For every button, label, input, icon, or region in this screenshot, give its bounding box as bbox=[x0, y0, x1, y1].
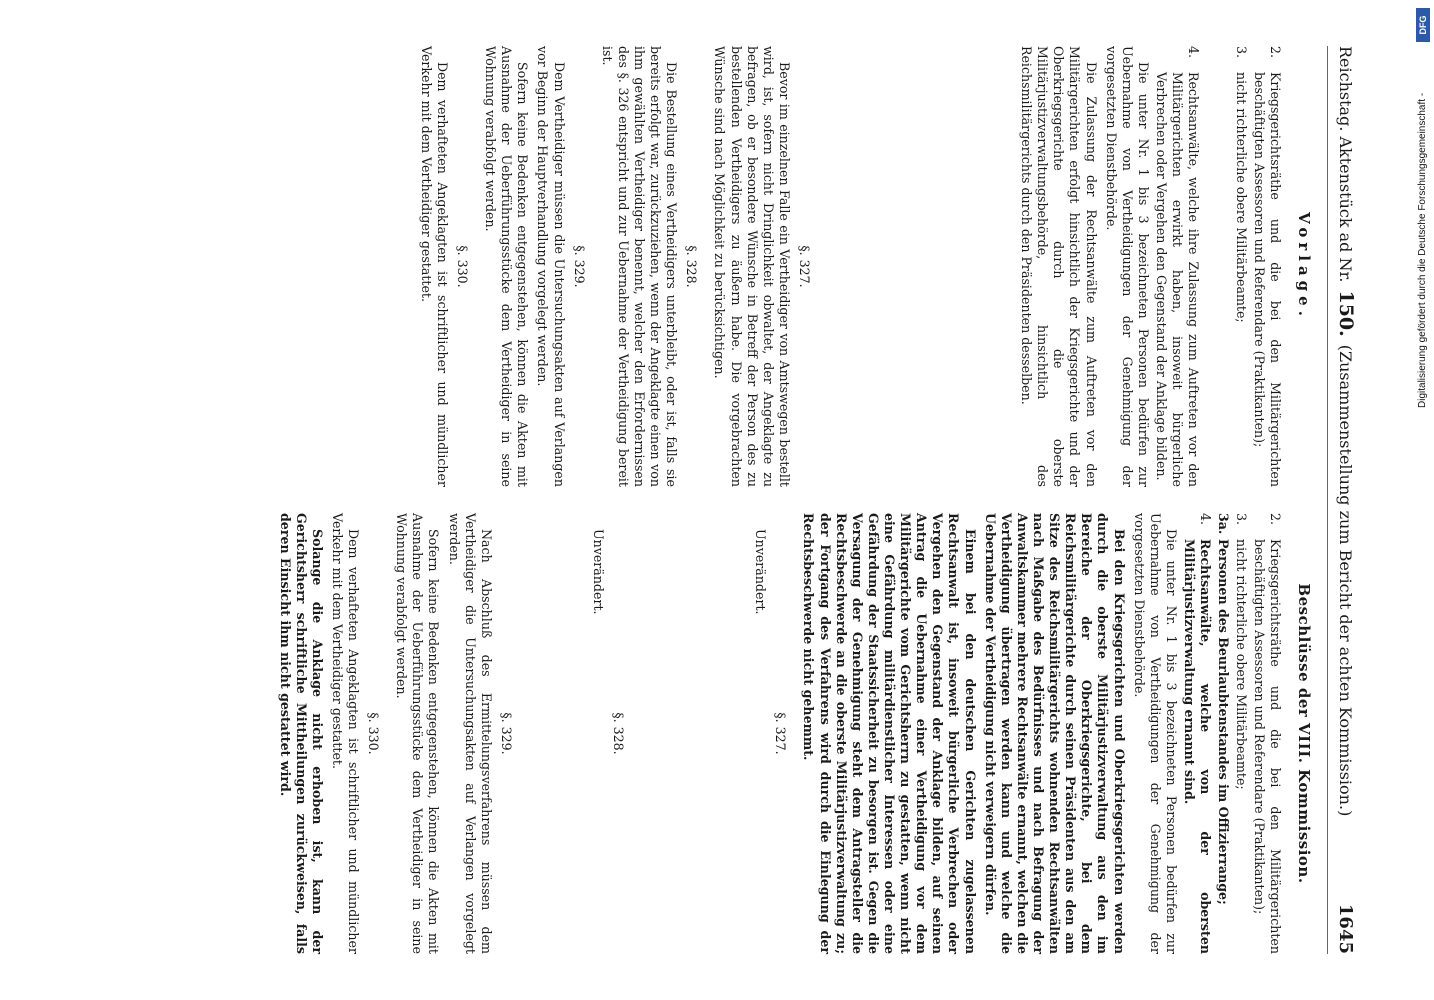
section-327-text: Bevor im einzelnen Falle ein Vertheidiger von Amtswegen bestellt wird, ist, sofern nicht Dringlichkeit obwaltet, der Angeklagte zu befragen, ob er besondere Wünsche in Betreff der Person des zu bestellenden Vertheidigers zu äußern habe. Die vorgebrachten Wünsche sind nach Möglichkeit zu berücksichtigen. bbox=[712, 46, 792, 487]
beschluss-item bbox=[1251, 513, 1283, 954]
beschluss-paragraph-bold: Bei den Kriegsgerichten und Oberkriegsgerichten werden durch die oberste Militärjustizverwaltung aus den im Bereiche der Oberkriegsgerichte, bei dem Reichsmilitärgerichte durch seinen Präsidenten aus den am Sitze des Reichsmilitärgerichts wohnenden Rechtsanwälten nach Maßgabe des Bedürfnisses und nach Befragung der Anwaltskammer mehrere Rechtsanwälte ernannt, welchen die Vertheidigung übertragen werden kann und welche die Uebernahme der Vertheidigung nicht verweigern dürfen. bbox=[982, 513, 1127, 954]
item-text: nicht richterliche obere Militärbeamte; bbox=[1234, 72, 1250, 323]
section-329-text: Nach Abschluß des Ermittelungsverfahrens müssen dem Vertheidiger die Untersuchungsakten auf Verlangen vorgelegt werden. bbox=[446, 513, 494, 954]
section-heading-327: §. 327. bbox=[796, 245, 812, 288]
item-text: Kriegsgerichtsräthe und die bei den Militärgerichten beschäftigten Assessoren und Referendare (Praktikanten); bbox=[1252, 72, 1284, 487]
beschluesse-column bbox=[272, 513, 1316, 954]
header-subtitle: (Zusammenstellung zum Bericht der achten Kommission.) bbox=[1336, 344, 1355, 817]
credit-text: Digitalisierung gefördert durch die Deutsche Forschungsgemeinschaft - bbox=[1417, 92, 1428, 408]
section-heading-330: §. 330. bbox=[366, 712, 382, 755]
item-text: Personen des Beurlaubtenstandes im Offizierrange; bbox=[1216, 539, 1232, 905]
section-heading-329: §. 329. bbox=[571, 245, 587, 288]
dfg-logo: DFG bbox=[1416, 8, 1430, 42]
item-text: nicht richterliche obere Militärbeamte; bbox=[1234, 539, 1250, 790]
section-329-text: Dem Vertheidiger müssen die Untersuchungsakten auf Verlangen vor Beginn der Hauptverhandlung vorgelegt werden. bbox=[535, 46, 567, 487]
item-text: Rechtsanwälte, welche ihre Zulassung zum Auftreten vor den Militärgerichten erwirkt haben, insoweit bürgerliche Verbrechen oder Vergehen den Gegenstand der Anklage bilden. bbox=[1153, 72, 1202, 487]
beschluss-paragraph: Die unter Nr. 1 bis 3 bezeichneten Personen bedürfen zur Uebernahme von Vertheidigungen der Genehmigung der vorgesetzten Dienstbehörde. bbox=[1131, 513, 1179, 954]
vorlage-item bbox=[1251, 46, 1283, 487]
item-number: 3. bbox=[1234, 513, 1250, 526]
vorlage-column bbox=[272, 46, 1316, 487]
beschluesse-heading: Beschlüsse der VIII. Kommission. bbox=[1294, 583, 1313, 884]
section-329-text: Sofern keine Bedenken entgegenstehen, können die Akten mit Ausnahme der Ueberführungsstücke dem Vertheidiger in seine Wohnung verabfolgt werden. bbox=[483, 46, 531, 487]
digitization-credit bbox=[1416, 8, 1430, 992]
header-document-number: 150. bbox=[1335, 290, 1357, 337]
section-329-text: Sofern keine Bedenken entgegenstehen, können die Akten mit Ausnahme der Ueberführungsstücke dem Vertheidiger in seine Wohnung verabfolgt werden. bbox=[394, 513, 442, 954]
item-number: 4. bbox=[1198, 513, 1214, 526]
item-number: 4. bbox=[1186, 46, 1202, 59]
section-heading-327: §. 327. bbox=[773, 712, 789, 755]
section-heading-328: §. 328. bbox=[684, 245, 700, 288]
item-number: 2. bbox=[1268, 46, 1284, 59]
vorlage-paragraph: Die Zulassung der Rechtsanwälte zum Auftreten vor den Militärgerichten erfolgt hinsichtlich der Kriegsgerichte und der Oberkriegsgerichte durch die oberste Militärjustizverwaltungsbehörde, hinsichtlich des Reichsmilitärgerichts durch den Präsidenten desselben. bbox=[1019, 46, 1099, 487]
item-number: 3. bbox=[1234, 46, 1250, 59]
vorlage-paragraph: Die unter Nr. 1 bis 3 bezeichneten Personen bedürfen zur Uebernahme von Vertheidigungen der Genehmigung der vorgesetzten Dienstbehörde. bbox=[1103, 46, 1151, 487]
unchanged-note: Unverändert. bbox=[591, 529, 606, 615]
section-heading-329: §. 329. bbox=[498, 712, 514, 755]
page-header bbox=[1327, 46, 1358, 954]
section-heading-330: §. 330. bbox=[455, 245, 470, 288]
page-number: 1645 bbox=[1335, 903, 1356, 954]
unchanged-note: Unverändert. bbox=[753, 529, 769, 615]
item-text: Rechtsanwälte, welche von der obersten Militärjustizverwaltung ernannt sind. bbox=[1181, 539, 1214, 954]
section-heading-328: §. 328. bbox=[611, 712, 627, 755]
item-text: Kriegsgerichtsräthe und die bei den Militärgerichten beschäftigten Assessoren und Referendare (Praktikanten); bbox=[1252, 539, 1284, 954]
two-column-body bbox=[272, 46, 1316, 954]
vorlage-item bbox=[1153, 46, 1201, 487]
vorlage-item bbox=[1233, 46, 1249, 487]
beschluss-item bbox=[1233, 513, 1249, 954]
section-330-text-bold: Solange die Anklage nicht erhoben ist, kann der Gerichtsherr schriftliche Mittheilungen zurückweisen, falls deren Einsicht ihm nicht gestattet wird. bbox=[277, 513, 325, 954]
item-number: 2. bbox=[1268, 513, 1284, 526]
header-left bbox=[1334, 46, 1358, 824]
beschluss-paragraph-bold: Einem bei den deutschen Gerichten zugelassenen Rechtsanwalt ist, insoweit bürgerliche Verbrechen oder Vergehen den Gegenstand der Anklage bilden, auf seinen Antrag die Uebernahme einer Vertheidigung vor dem Militärgerichte vom Gerichtsherrn zu gestatten, wenn nicht eine Gefährdung militärdienstlicher Interessen oder eine Gefährdung der Staatssicherheit zu besorgen ist. Gegen die Versagung der Genehmigung steht dem Antragsteller die Rechtsbeschwerde an die oberste Militärjustizverwaltung zu; der Fortgang des Verfahrens wird durch die Einlegung der Rechtsbeschwerde nicht gehemmt. bbox=[801, 513, 978, 954]
section-330-text: Dem verhafteten Angeklagten ist schriftlicher und mündlicher Verkehr mit dem Vertheidiger gestattet. bbox=[329, 513, 362, 954]
beschluss-item bbox=[1215, 513, 1231, 954]
section-328-text: Die Bestellung eines Vertheidigers unterbleibt, oder ist, falls sie bereits erfolgt war, zurückzuziehen, wenn der Angeklagte einen von ihm gewählten Vertheidiger benennt, welcher den Erfordernissen des §. 326 entspricht und zur Uebernahme der Vertheidigung bereit ist. bbox=[599, 46, 680, 487]
header-title: Reichstag. Aktenstück ad Nr. bbox=[1336, 46, 1355, 283]
beschluss-item bbox=[1181, 513, 1213, 954]
vorlage-heading: Vorlage. bbox=[1294, 212, 1313, 321]
section-330-text: Dem verhafteten Angeklagten ist schriftlicher und mündlicher Verkehr mit dem Vertheidiger gestattet. bbox=[418, 46, 450, 487]
item-number: 3a. bbox=[1216, 513, 1232, 535]
